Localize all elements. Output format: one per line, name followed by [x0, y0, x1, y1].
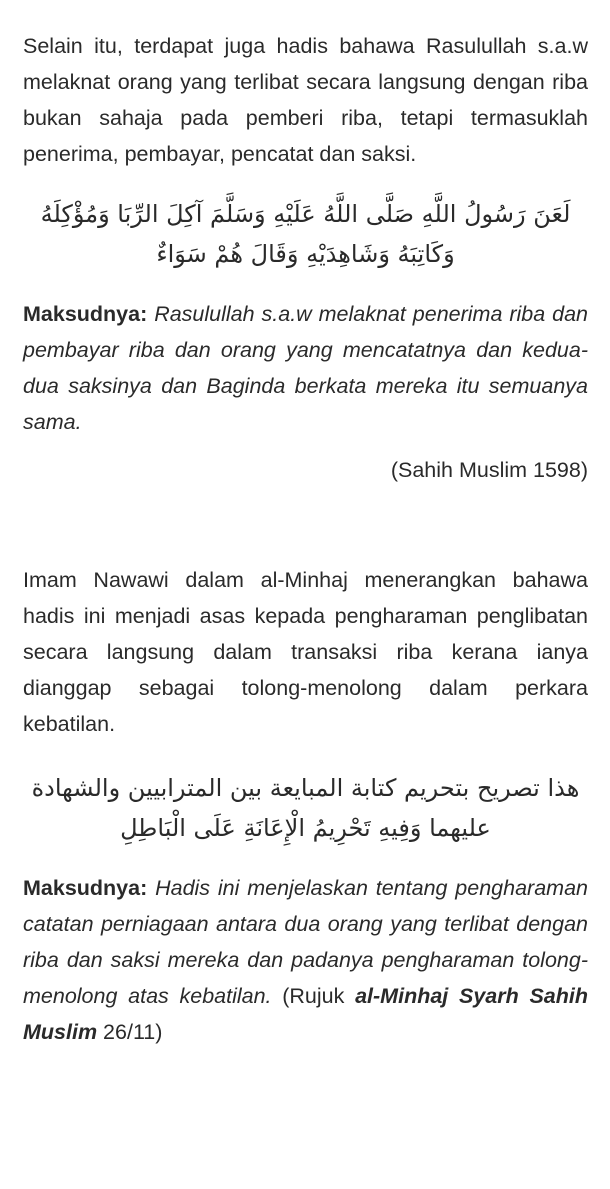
hadith-citation: (Sahih Muslim 1598) [390, 458, 588, 482]
reference-close: 26/11) [97, 1020, 163, 1044]
quote-arabic-line-1: هذا تصريح بتحريم كتابة المبايعة بين المترابيين والشهادة [31, 774, 580, 802]
meaning-text: Hadis ini menjelaskan tentang pengharaman catatan perniagaan antara dua orang yang terlibat dengan riba dan saksi mereka dan padanya pengharaman tolong-menolong atas kebatilan. [23, 876, 588, 1008]
quote-arabic-line-2: عليهما وَفِيهِ تَحْرِيمُ الْإِعَانَةِ عَلَى الْبَاطِلِ [120, 814, 491, 842]
nawawi-arabic-quote [23, 768, 588, 848]
hadith-arabic-text [23, 194, 588, 274]
intro-paragraph: Selain itu, terdapat juga hadis bahawa Rasulullah s.a.w melaknat orang yang terlibat secara langsung dengan riba bukan sahaja pada pemberi riba, tetapi termasuklah penerima, pembayar, pencatat dan saksi. [23, 34, 588, 166]
reference-open: (Rujuk [271, 984, 356, 1008]
meaning-text: Rasulullah s.a.w melaknat penerima riba dan pembayar riba dan orang yang mencatatnya dan kedua-dua saksinya dan Baginda berkata mereka itu semuanya sama. [23, 302, 588, 434]
hadith-meaning [23, 296, 588, 440]
hadith-arabic-line-1: لَعَنَ رَسُولُ اللَّهِ صَلَّى اللَّهُ عَلَيْهِ وَسَلَّمَ آكِلَ الرِّبَا وَمُؤْكِلَهُ [40, 200, 571, 228]
meaning-label: Maksudnya: [23, 302, 148, 326]
nawawi-paragraph: Imam Nawawi dalam al-Minhaj menerangkan bahawa hadis ini menjadi asas kepada pengharaman penglibatan secara langsung dalam transaksi riba kerana ianya dianggap sebagai tolong-menolong dalam perkara kebatilan. [23, 568, 588, 736]
quote-meaning [23, 870, 588, 1050]
reference-title: al-Minhaj Syarh Sahih Muslim [23, 984, 588, 1044]
hadith-arabic-line-2: وَكَاتِبَهُ وَشَاهِدَيْهِ وَقَالَ هُمْ سَوَاءٌ [156, 240, 455, 268]
article-content [23, 28, 588, 1050]
meaning-label: Maksudnya: [23, 876, 148, 900]
